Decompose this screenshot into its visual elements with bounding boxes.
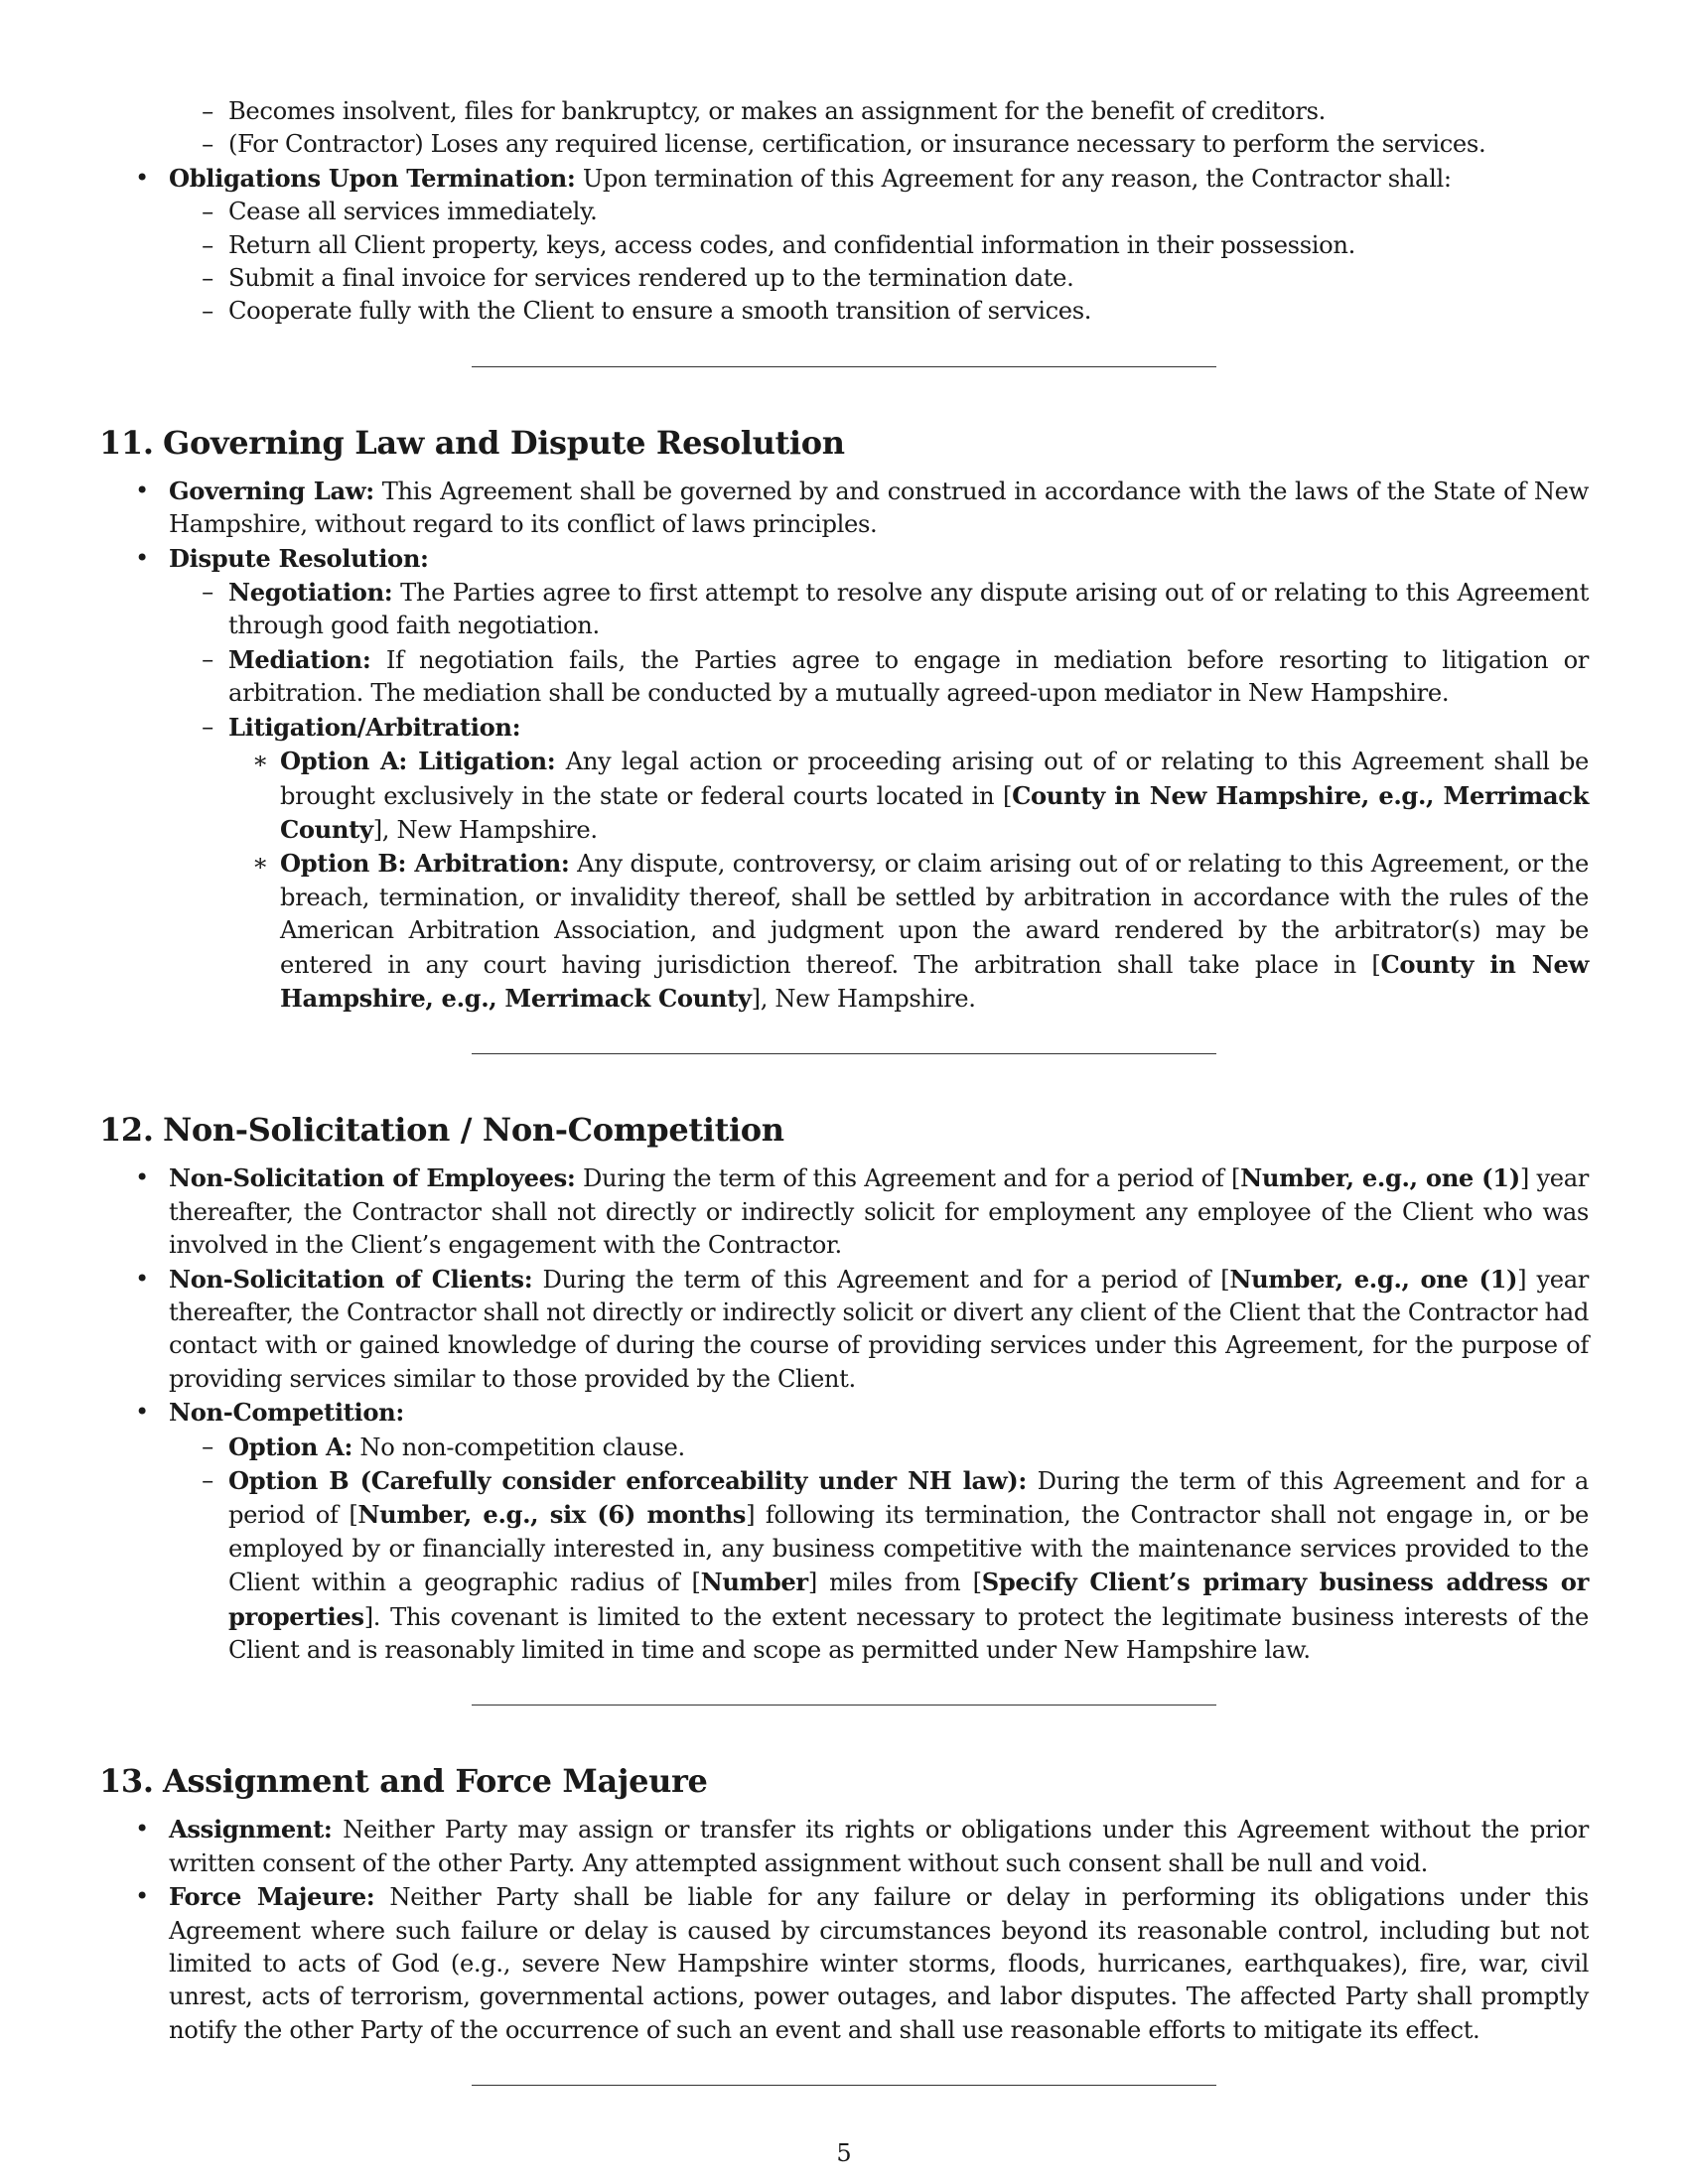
dash-marker: –	[202, 264, 213, 293]
placeholder-number: Number, e.g., one (1)	[1229, 1264, 1518, 1294]
bullet-marker: •	[135, 543, 149, 572]
dispute-resolution-item: • Dispute Resolution:	[99, 542, 1589, 576]
section-divider	[472, 1705, 1216, 1706]
assignment-item: • Assignment: Neither Party may assign or transfer its rights or obligations under this Agreement without the prior written consent of the other Party. Any attempted assignment without such consent shall be null and void.	[99, 1813, 1589, 1880]
force-majeure-item: • Force Majeure: Neither Party shall be liable for any failure or delay in performing its obligations under this Agreement where such failure or delay is caused by circumstances beyond its reasonable control, including but not limited to acts of God (e.g., severe New Hampshire winter storms, floods, hurricanes, earthquakes), fire, war, civil unrest, acts of terrorism, governmental actions, power outages, and labor disputes. The affected Party shall promptly notify the other Party of the occurrence of such an event and shall use reasonable efforts to mitigate its effect.	[99, 1880, 1589, 2047]
placeholder-address: Specify Client’s primary business address or properties	[228, 1568, 1589, 1631]
list-item: – Return all Client property, keys, access codes, and confidential information in their possession.	[99, 229, 1589, 262]
litigation-arbitration-item: – Litigation/Arbitration:	[99, 711, 1589, 745]
asterisk-marker: ∗	[251, 849, 269, 878]
section-divider	[472, 1053, 1216, 1054]
dash-marker: –	[202, 130, 213, 159]
placeholder-period: Number, e.g., six (6) months	[357, 1500, 747, 1530]
bullet-marker: •	[135, 1398, 149, 1427]
bullet-marker: •	[135, 1882, 149, 1911]
negotiation-item: – Negotiation: The Parties agree to first attempt to resolve any dispute arising out of or relating to this Agreement through good faith negotiation.	[99, 576, 1589, 643]
placeholder-county: County in New Hampshire, e.g., Merrimack County	[280, 949, 1589, 1013]
section-divider	[472, 2085, 1216, 2086]
placeholder-radius: Number	[700, 1568, 808, 1597]
section-divider	[472, 366, 1216, 367]
page-number: 5	[836, 2139, 852, 2167]
dash-marker: –	[202, 644, 213, 673]
asterisk-marker: ∗	[251, 747, 269, 775]
list-item: – Becomes insolvent, files for bankruptcy, or makes an assignment for the benefit of creditors.	[99, 95, 1589, 128]
dash-marker: –	[202, 712, 213, 741]
dash-marker: –	[202, 1432, 213, 1460]
list-item: – Cooperate fully with the Client to ensure a smooth transition of services.	[99, 295, 1589, 328]
non-compete-option-a-item: – Option A: No non-competition clause.	[99, 1431, 1589, 1464]
document-page	[99, 95, 1589, 2141]
bullet-marker: •	[135, 163, 149, 192]
option-a-litigation-item: ∗ Option A: Litigation: Any legal action or proceeding arising out of or relating to this Agreement shall be brought exclusively in the state or federal courts located in [County in New Hampshire, e.g., Merrimack County], New Hampshire.	[251, 747, 1589, 844]
section-11-heading: 11. Governing Law and Dispute Resolution	[99, 423, 845, 462]
dash-marker: –	[202, 578, 213, 607]
bullet-marker: •	[135, 1264, 149, 1293]
obligations-item: • Obligations Upon Termination: Upon termination of this Agreement for any reason, the Contractor shall:	[99, 162, 1589, 196]
placeholder-number: Number, e.g., one (1)	[1240, 1163, 1520, 1193]
dash-marker: –	[202, 1466, 213, 1494]
option-b-arbitration-item: ∗ Option B: Arbitration: Any dispute, controversy, or claim arising out of or relating to this Agreement, or the breach, termination, or invalidity thereof, shall be settled by arbitration in accordance with the rules of the American Arbitration Association, and judgment upon the award rendered by the arbitrator(s) may be entered in any court having jurisdiction thereof. The arbitration shall take place in [County in New Hampshire, e.g., Merrimack County], New Hampshire.	[251, 849, 1589, 1013]
list-item: – (For Contractor) Loses any required license, certification, or insurance necessary to perform the services.	[99, 128, 1589, 161]
non-solicitation-employees-item: • Non-Solicitation of Employees: During the term of this Agreement and for a period of [Number, e.g., one (1)] year thereafter, the Contractor shall not directly or indirectly solicit for employment any employee of the Client who was involved in the Client’s engagement with the Contractor.	[99, 1161, 1589, 1262]
list-item: – Submit a final invoice for services rendered up to the termination date.	[99, 262, 1589, 295]
bullet-marker: •	[135, 1815, 149, 1843]
bullet-marker: •	[135, 476, 149, 504]
list-item: – Cease all services immediately.	[99, 196, 1589, 228]
section-12-heading: 12. Non-Solicitation / Non-Competition	[99, 1111, 784, 1150]
mediation-item: – Mediation: If negotiation fails, the Parties agree to engage in mediation before resorting to litigation or arbitration. The mediation shall be conducted by a mutually agreed-upon mediator in New Hampshire.	[99, 643, 1589, 711]
bullet-marker: •	[135, 1163, 149, 1192]
dash-marker: –	[202, 97, 213, 125]
dash-marker: –	[202, 297, 213, 326]
dash-marker: –	[202, 230, 213, 259]
dash-marker: –	[202, 198, 213, 226]
non-compete-option-b-item: – Option B (Carefully consider enforceability under NH law): During the term of this Agreement and for a period of [Number, e.g., six (6) months] following its termination, the Contractor shall not engage in, or be employed by or financially interested in, any business competitive with the maintenance services provided to the Client within a geographic radius of [Number] miles from [Specify Client’s primary business address or properties]. This covenant is limited to the extent necessary to protect the legitimate business interests of the Client and is reasonably limited in time and scope as permitted under New Hampshire law.	[99, 1464, 1589, 1667]
section-13-heading: 13. Assignment and Force Majeure	[99, 1762, 708, 1801]
placeholder-county: County in New Hampshire, e.g., Merrimack County	[280, 780, 1589, 844]
governing-law-item: • Governing Law: This Agreement shall be governed by and construed in accordance with the laws of the State of New Hampshire, without regard to its conflict of laws principles.	[99, 475, 1589, 542]
non-competition-item: • Non-Competition:	[99, 1396, 1589, 1430]
non-solicitation-clients-item: • Non-Solicitation of Clients: During the term of this Agreement and for a period of [Number, e.g., one (1)] year thereafter, the Contractor shall not directly or indirectly solicit or divert any client of the Client that the Contractor had contact with or gained knowledge of during the course of providing services under this Agreement, for the purpose of providing services similar to those provided by the Client.	[99, 1263, 1589, 1397]
